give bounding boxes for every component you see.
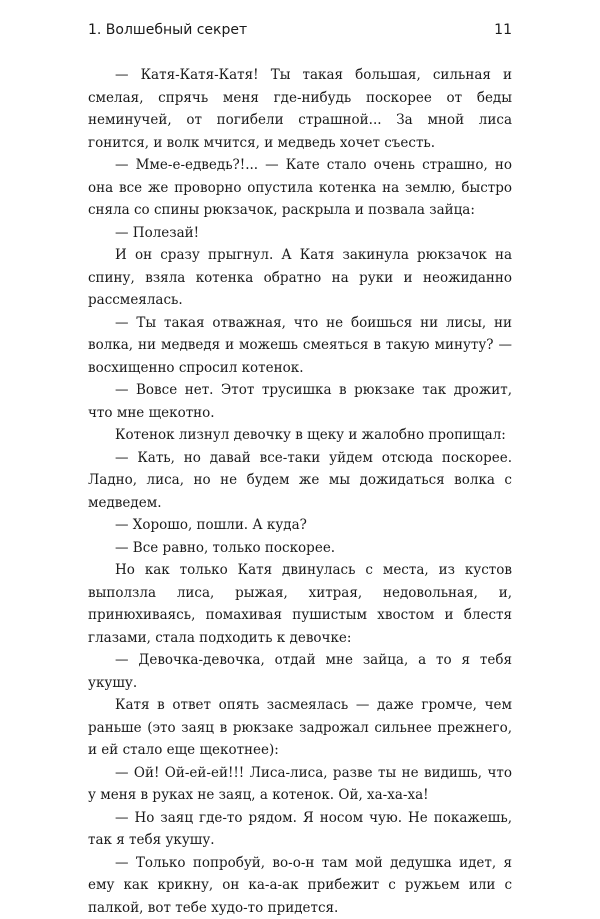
paragraph: — Но заяц где-то рядом. Я носом чую. Не покажешь, так я тебя укушу.: [88, 807, 512, 852]
paragraph: — Хорошо, пошли. А куда?: [88, 514, 512, 537]
body-text: [88, 64, 512, 919]
paragraph: — Ой! Ой-ей-ей!!! Лиса-лиса, разве ты не видишь, что у меня в руках не заяц, а котенок. Ой, ха-ха-ха!: [88, 762, 512, 807]
paragraph: — Катя-Катя-Катя! Ты такая большая, сильная и смелая, спрячь меня где-нибудь поскорее от беды неминучей, от погибели страшной... За мной лиса гонится, и волк мчится, и медведь хочет съесть.: [88, 64, 512, 154]
running-header: [88, 22, 512, 44]
paragraph: Но как только Катя двинулась с места, из кустов выползла лиса, рыжая, хитрая, недовольная, и, принюхиваясь, помахивая пушистым хвостом и блестя глазами, стала подходить к девочке:: [88, 559, 512, 649]
paragraph: — Кать, но давай все-таки уйдем отсюда поскорее. Ладно, лиса, но не будем же мы дожидаться волка с медведем.: [88, 447, 512, 515]
paragraph: Катя в ответ опять засмеялась — даже громче, чем раньше (это заяц в рюкзаке задрожал сильнее прежнего, и ей стало еще щекотнее):: [88, 694, 512, 762]
paragraph: — Вовсе нет. Этот трусишка в рюкзаке так дрожит, что мне щекотно.: [88, 379, 512, 424]
paragraph: — Мме-е-едведь?!... — Кате стало очень страшно, но она все же проворно опустила котенка на землю, быстро сняла со спины рюкзачок, раскрыла и позвала зайца:: [88, 154, 512, 222]
paragraph: — Полезай!: [88, 222, 512, 245]
paragraph: И он сразу прыгнул. А Катя закинула рюкзачок на спину, взяла котенка обратно на руки и неожиданно рассмеялась.: [88, 244, 512, 312]
chapter-title: 1. Волшебный секрет: [88, 22, 247, 38]
page-number: 11: [494, 22, 512, 38]
paragraph: — Девочка-девочка, отдай мне зайца, а то я тебя укушу.: [88, 649, 512, 694]
paragraph: — Ты такая отважная, что не боишься ни лисы, ни волка, ни медведя и можешь смеяться в такую минуту? — восхищенно спросил котенок.: [88, 312, 512, 380]
paragraph: — Только попробуй, во-о-н там мой дедушка идет, я ему как крикну, он ка-а-ак прибежит с ружьем или с палкой, вот тебе худо-то придется.: [88, 852, 512, 919]
paragraph: — Все равно, только поскорее.: [88, 537, 512, 560]
paragraph: Котенок лизнул девочку в щеку и жалобно пропищал:: [88, 424, 512, 447]
